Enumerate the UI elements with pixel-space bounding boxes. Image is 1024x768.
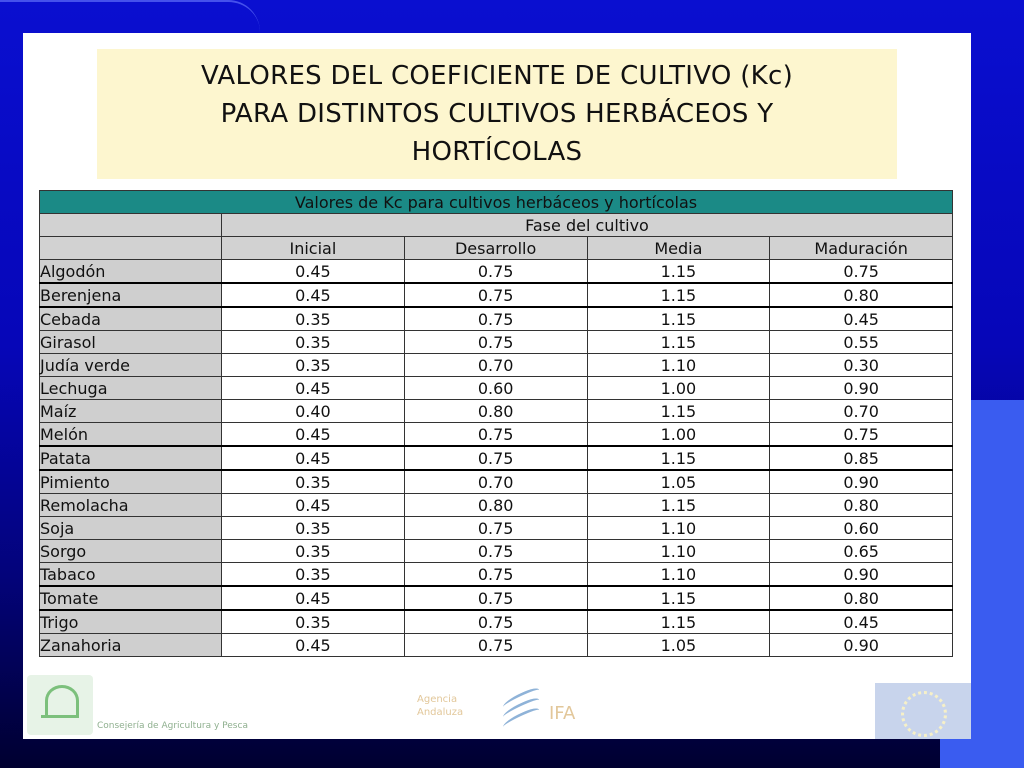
kc-value: 1.10: [587, 354, 770, 377]
table-row: [40, 586, 953, 610]
kc-value: 0.90: [770, 563, 953, 587]
crop-header-blank: [40, 237, 222, 260]
kc-value: 1.00: [587, 377, 770, 400]
column-header-row: [40, 237, 953, 260]
table-row: [40, 470, 953, 494]
crop-name: Remolacha: [40, 494, 222, 517]
kc-value: 1.15: [587, 307, 770, 331]
crop-name: Patata: [40, 446, 222, 470]
kc-value: 0.45: [222, 586, 405, 610]
table-row: [40, 354, 953, 377]
table-caption: Valores de Kc para cultivos herbáceos y hortícolas: [40, 191, 953, 214]
kc-value: 1.10: [587, 563, 770, 587]
slide-title: VALORES DEL COEFICIENTE DE CULTIVO (Kc) PARA DISTINTOS CULTIVOS HERBÁCEOS Y HORTÍCOLAS: [200, 61, 794, 167]
kc-value: 0.45: [770, 307, 953, 331]
title-box: [97, 49, 897, 179]
phase-header-blank: [40, 214, 222, 237]
table-row: [40, 446, 953, 470]
crop-name: Tabaco: [40, 563, 222, 587]
table-row: [40, 634, 953, 657]
kc-value: 0.45: [222, 446, 405, 470]
kc-value: 0.65: [770, 540, 953, 563]
crop-name: Berenjena: [40, 283, 222, 307]
table-row: [40, 423, 953, 447]
kc-value: 1.15: [587, 260, 770, 284]
kc-value: 0.40: [222, 400, 405, 423]
kc-value: 1.15: [587, 610, 770, 634]
kc-value: 0.75: [404, 283, 587, 307]
kc-value: 0.75: [404, 634, 587, 657]
table-row: [40, 610, 953, 634]
crop-name: Judía verde: [40, 354, 222, 377]
kc-value: 0.35: [222, 540, 405, 563]
kc-value: 0.60: [404, 377, 587, 400]
kc-value: 1.15: [587, 446, 770, 470]
eu-stars-icon: [901, 691, 947, 737]
kc-value: 0.80: [404, 494, 587, 517]
table-row: [40, 400, 953, 423]
kc-value: 1.15: [587, 494, 770, 517]
column-header: Inicial: [222, 237, 405, 260]
kc-value: 1.00: [587, 423, 770, 447]
kc-value: 0.80: [770, 283, 953, 307]
kc-value: 0.75: [404, 446, 587, 470]
crop-name: Tomate: [40, 586, 222, 610]
kc-value: 0.80: [770, 586, 953, 610]
table-row: [40, 494, 953, 517]
kc-value: 0.30: [770, 354, 953, 377]
kc-value: 0.45: [222, 494, 405, 517]
phase-header-row: [40, 214, 953, 237]
crop-name: Soja: [40, 517, 222, 540]
kc-value: 0.45: [770, 610, 953, 634]
wave-logo-icon: [503, 685, 543, 731]
kc-value: 0.85: [770, 446, 953, 470]
kc-value: 0.45: [222, 377, 405, 400]
kc-value: 0.90: [770, 634, 953, 657]
kc-value: 0.45: [222, 260, 405, 284]
footer: [23, 673, 971, 739]
table-row: [40, 540, 953, 563]
kc-value: 0.80: [404, 400, 587, 423]
slide: [23, 33, 971, 739]
kc-value: 0.35: [222, 354, 405, 377]
kc-value: 0.35: [222, 610, 405, 634]
kc-value: 0.35: [222, 470, 405, 494]
junta-andalucia-logo-icon: [27, 675, 93, 735]
table-row: [40, 517, 953, 540]
kc-value: 1.10: [587, 540, 770, 563]
crop-name: Sorgo: [40, 540, 222, 563]
kc-value: 0.75: [404, 331, 587, 354]
crop-name: Cebada: [40, 307, 222, 331]
agency-logo-text: Agencia Andaluza: [417, 694, 464, 718]
kc-value: 1.05: [587, 634, 770, 657]
table-row: [40, 307, 953, 331]
crop-name: Pimiento: [40, 470, 222, 494]
table-row: [40, 260, 953, 284]
kc-value: 0.75: [404, 540, 587, 563]
kc-value: 0.35: [222, 307, 405, 331]
table-row: [40, 331, 953, 354]
kc-value: 1.15: [587, 586, 770, 610]
kc-value: 0.80: [770, 494, 953, 517]
kc-value: 0.75: [404, 423, 587, 447]
kc-value: 0.90: [770, 470, 953, 494]
kc-value: 1.15: [587, 400, 770, 423]
kc-value: 0.75: [770, 423, 953, 447]
kc-value: 0.75: [404, 260, 587, 284]
kc-value: 0.55: [770, 331, 953, 354]
kc-value: 0.35: [222, 331, 405, 354]
kc-value: 0.70: [404, 354, 587, 377]
kc-value: 0.75: [404, 517, 587, 540]
kc-value: 0.35: [222, 563, 405, 587]
kc-value: 1.15: [587, 283, 770, 307]
ifa-logo-text: IFA: [549, 703, 576, 724]
column-header: Media: [587, 237, 770, 260]
kc-value: 0.90: [770, 377, 953, 400]
kc-value: 0.70: [770, 400, 953, 423]
crop-name: Zanahoria: [40, 634, 222, 657]
kc-value: 0.45: [222, 423, 405, 447]
crop-name: Melón: [40, 423, 222, 447]
department-name: Consejería de Agricultura y Pesca: [97, 721, 248, 731]
crop-name: Trigo: [40, 610, 222, 634]
kc-table: [39, 190, 953, 657]
kc-value: 1.05: [587, 470, 770, 494]
crop-name: Lechuga: [40, 377, 222, 400]
crop-name: Maíz: [40, 400, 222, 423]
kc-value: 0.60: [770, 517, 953, 540]
column-header: Maduración: [770, 237, 953, 260]
kc-value: 0.75: [404, 307, 587, 331]
kc-value: 0.35: [222, 517, 405, 540]
kc-value: 1.15: [587, 331, 770, 354]
kc-value: 0.45: [222, 283, 405, 307]
column-header: Desarrollo: [404, 237, 587, 260]
eu-flag-icon: [875, 683, 971, 739]
table-caption-row: [40, 191, 953, 214]
phase-header: Fase del cultivo: [222, 214, 953, 237]
kc-value: 0.70: [404, 470, 587, 494]
kc-value: 0.75: [404, 563, 587, 587]
kc-value: 0.75: [404, 610, 587, 634]
table-row: [40, 283, 953, 307]
background-swoosh: [0, 0, 260, 32]
table-row: [40, 563, 953, 587]
crop-name: Algodón: [40, 260, 222, 284]
table-row: [40, 377, 953, 400]
kc-value: 0.75: [404, 586, 587, 610]
kc-value: 0.75: [770, 260, 953, 284]
kc-value: 0.45: [222, 634, 405, 657]
kc-value: 1.10: [587, 517, 770, 540]
crop-name: Girasol: [40, 331, 222, 354]
